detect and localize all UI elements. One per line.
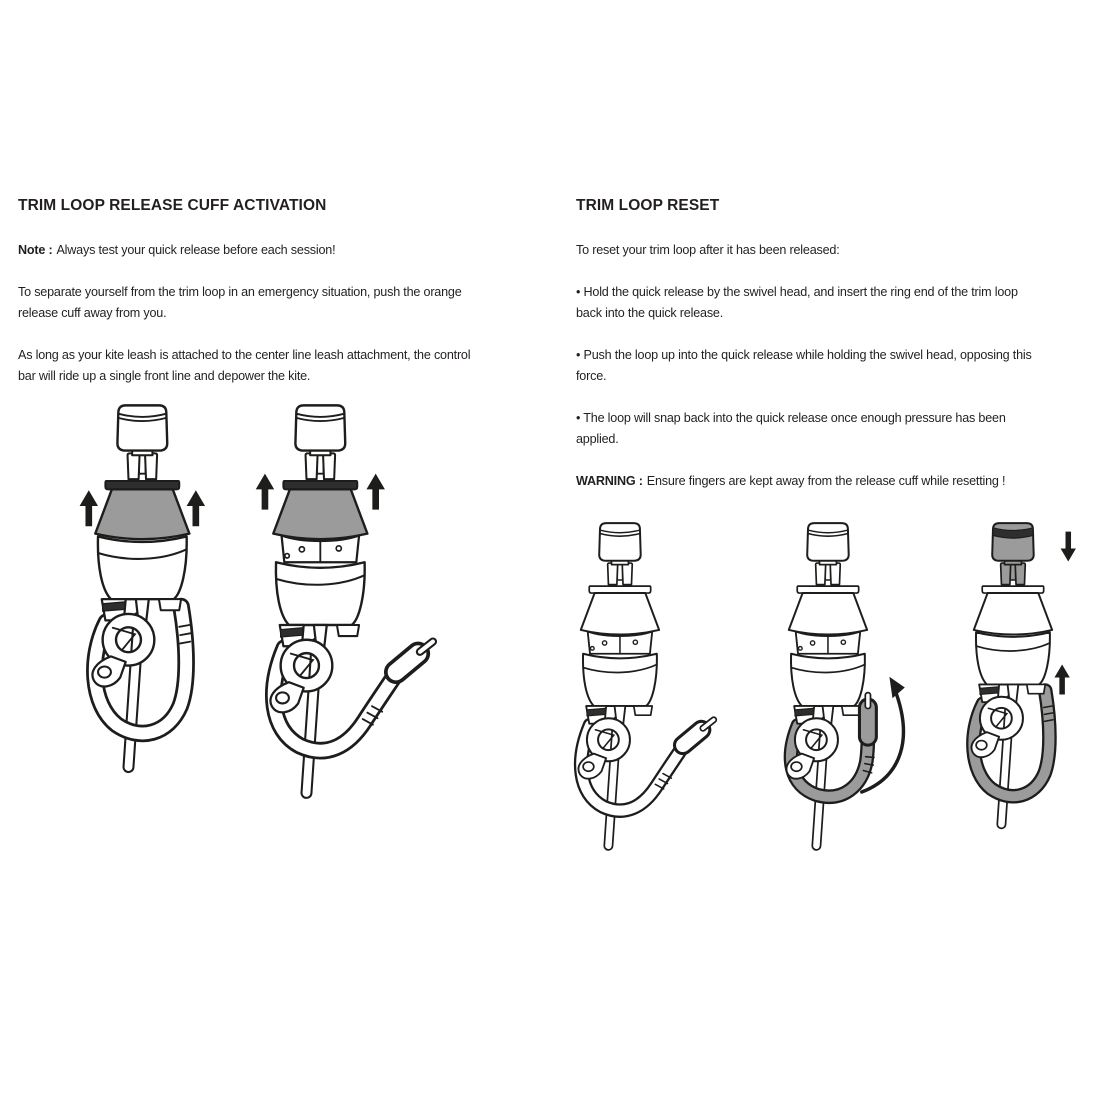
warning-text: Ensure fingers are kept away from the release cuff while resetting !: [646, 474, 1006, 488]
note-text: Always test your quick release before each session!: [56, 243, 336, 257]
note-label: Note :: [18, 243, 53, 257]
text-line: applied.: [576, 432, 619, 446]
figure-activation-cuff-pushed-loop-released: [228, 398, 468, 804]
text-line: force.: [576, 369, 607, 383]
reset-bullet-snap: [576, 408, 1094, 450]
text-line: release cuff away from you.: [18, 306, 167, 320]
text-line: To reset your trim loop after it has been released:: [576, 243, 840, 257]
warning-paragraph: [576, 471, 1094, 492]
text-line: back into the quick release.: [576, 306, 724, 320]
note-paragraph: [18, 240, 558, 261]
paragraph-kite-leash: [18, 345, 558, 387]
text-line: To separate yourself from the trim loop in an emergency situation, push the orange: [18, 285, 462, 299]
text-line: bar will ride up a single front line and depower the kite.: [18, 369, 311, 383]
section-trim-loop-activation: [18, 196, 558, 387]
reset-bullet-push: [576, 345, 1094, 387]
text-line: • Push the loop up into the quick release while holding the swivel head, opposing this: [576, 348, 1032, 362]
reset-title: TRIM LOOP RESET: [576, 197, 720, 214]
reset-bullet-hold: [576, 282, 1094, 324]
figure-reset-step2-push-loop-up: [751, 517, 951, 855]
reset-intro: [576, 240, 1094, 261]
activation-title: TRIM LOOP RELEASE CUFF ACTIVATION: [18, 197, 327, 214]
text-line: • The loop will snap back into the quick release once enough pressure has been: [576, 411, 1006, 425]
paragraph-separate-emergency: [18, 282, 558, 324]
section-trim-loop-reset: [576, 196, 1094, 492]
text-line: • Hold the quick release by the swivel head, and insert the ring end of the trim loop: [576, 285, 1018, 299]
text-line: As long as your kite leash is attached to the center line leash attachment, the control: [18, 348, 471, 362]
figure-reset-step3-loop-snapped-back: [936, 517, 1094, 855]
figure-reset-step1-insert-ring: [543, 517, 743, 855]
warning-label: WARNING :: [576, 474, 643, 488]
